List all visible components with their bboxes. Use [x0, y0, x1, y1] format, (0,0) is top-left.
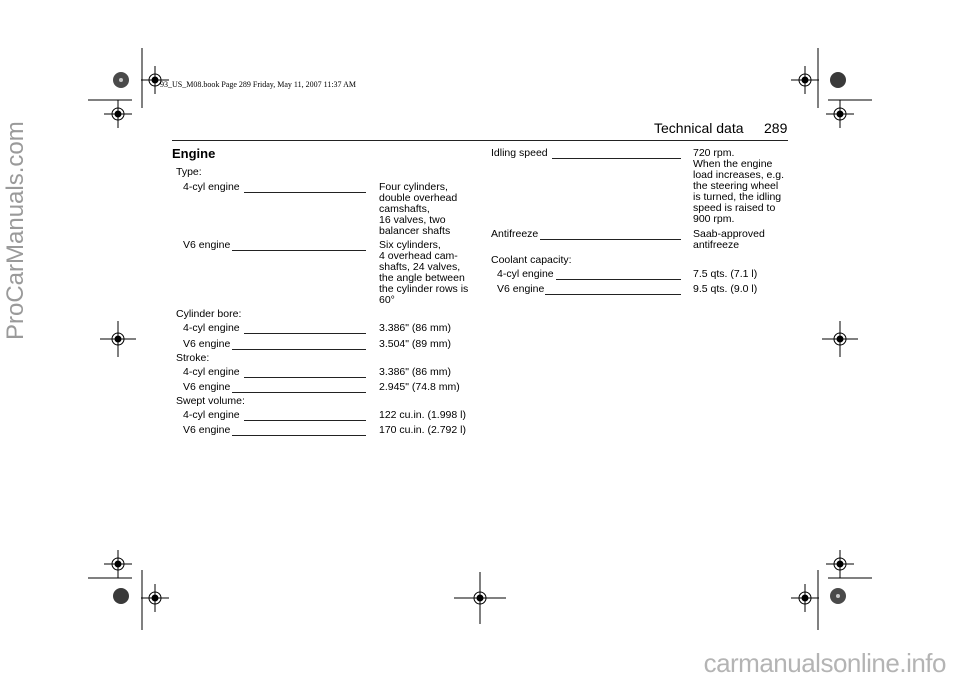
antifreeze-value: Saab-approved antifreeze: [693, 228, 765, 251]
swept-v6-label: V6 engine: [183, 424, 231, 436]
coolant-4cyl-value: 7.5 qts. (7.1 l): [693, 268, 758, 280]
registration-target-icon: [100, 66, 858, 624]
stroke-4cyl-label: 4-cyl engine: [183, 366, 240, 378]
running-header-section: Technical data: [654, 120, 744, 136]
type-v6-label: V6 engine: [183, 239, 231, 251]
bore-4cyl-label: 4-cyl engine: [183, 322, 240, 334]
print-file-info: 93_US_M08.book Page 289 Friday, May 11, 2007 11:37 AM: [160, 80, 356, 89]
swept-4cyl-label: 4-cyl engine: [183, 409, 240, 421]
idle-value: 720 rpm. When the engine load increases, e.g. the steering wheel is turned, the idling speed is raised to 900 rpm.: [693, 147, 785, 225]
stroke-label: Stroke:: [176, 352, 210, 364]
swept-v6-value: 170 cu.in. (2.792 l): [379, 424, 466, 436]
type-label: Type:: [176, 166, 202, 178]
coolant-label: Coolant capacity:: [491, 254, 572, 266]
type-v6-value: Six cylinders, 4 overhead cam- shafts, 24 valves, the angle between the cylinder rows is 60°: [379, 239, 469, 306]
stroke-4cyl-value: 3.386" (86 mm): [379, 366, 452, 378]
bore-label: Cylinder bore:: [176, 308, 242, 320]
type-4cyl-value: Four cylinders, double overhead camshafts, 16 valves, two balancer shafts: [379, 181, 458, 237]
antifreeze-label: Antifreeze: [491, 228, 539, 240]
bore-4cyl-value: 3.386" (86 mm): [379, 322, 452, 334]
coolant-4cyl-label: 4-cyl engine: [497, 268, 554, 280]
coolant-v6-value: 9.5 qts. (9.0 l): [693, 283, 758, 295]
swept-label: Swept volume:: [176, 395, 245, 407]
type-4cyl-label: 4-cyl engine: [183, 181, 240, 193]
stroke-v6-label: V6 engine: [183, 381, 231, 393]
coolant-v6-label: V6 engine: [497, 283, 545, 295]
idle-label: Idling speed: [491, 147, 548, 159]
bore-v6-value: 3.504" (89 mm): [379, 338, 452, 350]
page-number: 289: [764, 120, 788, 136]
footer-watermark: carmanualsonline.info: [703, 648, 946, 678]
swept-4cyl-value: 122 cu.in. (1.998 l): [379, 409, 466, 421]
stroke-v6-value: 2.945" (74.8 mm): [379, 381, 460, 393]
bore-v6-label: V6 engine: [183, 338, 231, 350]
section-title: Engine: [172, 146, 216, 161]
registration-disc-icon: [113, 72, 846, 604]
side-watermark: ProCarManuals.com: [2, 121, 29, 340]
